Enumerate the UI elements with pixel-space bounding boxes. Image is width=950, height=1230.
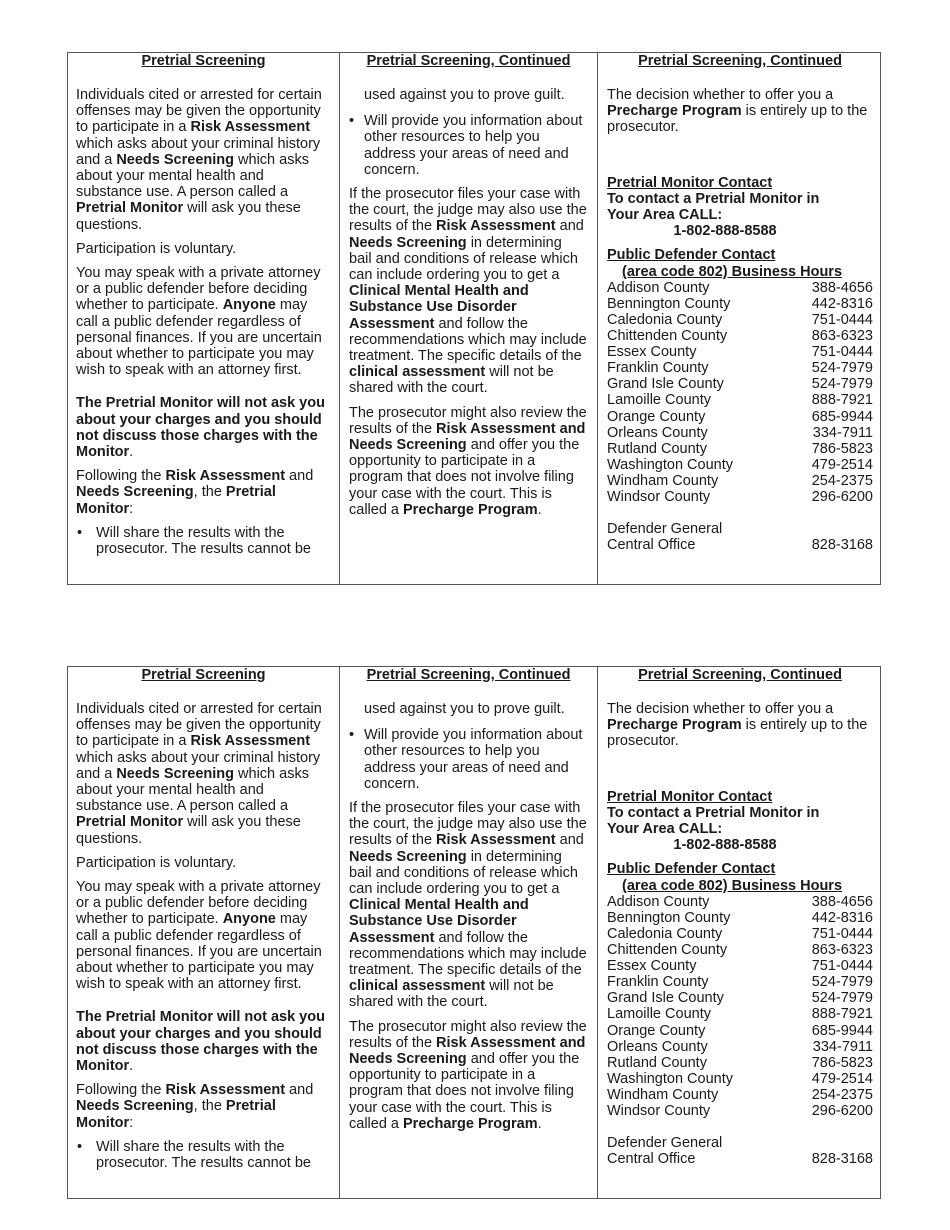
public-defender-title: Public Defender Contact (607, 247, 776, 264)
county-name: Washington County (607, 456, 734, 473)
county-name: Windham County (607, 1086, 719, 1103)
county-phone: 888-7921 (811, 1006, 873, 1023)
column-heading: Pretrial Screening, Continued (366, 667, 571, 683)
monitor-warning: The Pretrial Monitor will not ask you about your charges and you should not discuss those charges with the Monitor. (76, 395, 325, 461)
county-name: Caledonia County (607, 312, 723, 329)
county-row (607, 990, 873, 1006)
county-phone: 479-2514 (811, 456, 873, 473)
column-contacts (598, 667, 882, 1198)
county-phone: 479-2514 (811, 1070, 873, 1087)
following-paragraph: Following the Risk Assessment and Needs Screening, the Pretrial Monitor: (76, 1082, 314, 1131)
guilt-text: used against you to prove guilt. (364, 701, 565, 717)
county-phone: 524-7979 (811, 990, 873, 1007)
county-name: Essex County (607, 958, 697, 975)
county-name: Bennington County (607, 295, 731, 312)
county-phone: 334-7911 (812, 1038, 873, 1055)
list-item: • Will provide you information about other resources to help you address your areas of need and concern. (349, 727, 583, 792)
list-item: • Will provide you information about other resources to help you address your areas of need and concern. (349, 113, 583, 178)
column-heading: Pretrial Screening (141, 53, 266, 69)
county-phone: 254-2375 (811, 1086, 873, 1103)
county-row (607, 360, 873, 376)
list-item: • Will share the results with the prosecutor. The results cannot be (77, 524, 311, 558)
county-name: Grand Isle County (607, 376, 724, 393)
county-row (607, 1055, 873, 1071)
county-name: Windsor County (607, 489, 711, 506)
county-phone: 296-6200 (811, 1103, 873, 1120)
county-name: Chittenden County (607, 942, 728, 959)
county-phone: 751-0444 (811, 926, 873, 943)
county-row (607, 1006, 873, 1022)
judge-paragraph: If the prosecutor files your case with the court, the judge may also use the results of the Risk Assessment and Needs Screening in determining bail and conditions of release which can include ordering you to get a Clinical Mental Health and Substance Use Disorder Assessment and follow the recommendations which may include treatment. The specific details of the clinical assessment will not be shared with the court. (349, 800, 587, 1011)
county-row (607, 473, 873, 489)
county-name: Franklin County (607, 360, 709, 377)
defender-general-row: Central Office 828-3168 (607, 1151, 873, 1168)
county-row (607, 974, 873, 990)
county-row (607, 1103, 873, 1119)
column-heading: Pretrial Screening, Continued (638, 667, 842, 683)
column-heading: Pretrial Screening (141, 667, 266, 683)
county-name: Chittenden County (607, 328, 728, 345)
county-row (607, 489, 873, 505)
county-row (607, 1039, 873, 1055)
county-phone: 786-5823 (811, 1054, 873, 1071)
column-intro (68, 53, 340, 584)
voluntary-text: Participation is voluntary. (76, 240, 237, 257)
county-name: Rutland County (607, 440, 707, 457)
county-name: Orleans County (607, 1038, 708, 1055)
county-name: Lamoille County (607, 1006, 711, 1023)
county-name: Grand Isle County (607, 990, 724, 1007)
county-list (607, 894, 873, 1119)
monitor-warning: The Pretrial Monitor will not ask you about your charges and you should not discuss those charges with the Monitor. (76, 1009, 325, 1075)
attorney-paragraph: You may speak with a private attorney or a public defender before deciding whether to participate. Anyone may call a public defender regardless of personal finances. If you are uncertain about whether to participate you may wish to speak with an attorney first. (76, 265, 322, 379)
decision-paragraph: The decision whether to offer you a Precharge Program is entirely up to the prosecutor. (607, 701, 868, 750)
column-continued (340, 53, 598, 584)
county-phone: 442-8316 (811, 909, 873, 926)
public-defender-subtitle: (area code 802) Business Hours (622, 263, 843, 280)
county-phone: 863-6323 (811, 942, 873, 959)
county-row (607, 441, 873, 457)
column-intro (68, 667, 340, 1198)
county-name: Washington County (607, 1070, 734, 1087)
county-row (607, 1023, 873, 1039)
column-heading: Pretrial Screening, Continued (366, 53, 571, 69)
county-row (607, 296, 873, 312)
county-row (607, 425, 873, 441)
county-name: Windsor County (607, 1103, 711, 1120)
county-phone: 751-0444 (811, 312, 873, 329)
list-item: • Will share the results with the prosecutor. The results cannot be (77, 1138, 311, 1172)
county-phone: 334-7911 (812, 424, 873, 441)
county-row (607, 910, 873, 926)
column-continued (340, 667, 598, 1198)
monitor-contact-line: To contact a Pretrial Monitor in (607, 190, 820, 207)
county-name: Essex County (607, 344, 697, 361)
county-row (607, 926, 873, 942)
intro-paragraph: Individuals cited or arrested for certain offenses may be given the opportunity to participate in a Risk Assessment which asks about your criminal history and a Needs Screening which asks about your mental health and substance use. A person called a Pretrial Monitor will ask you these questions. (76, 87, 322, 233)
county-name: Caledonia County (607, 926, 723, 943)
county-row (607, 312, 873, 328)
county-row (607, 942, 873, 958)
county-row (607, 1087, 873, 1103)
county-name: Franklin County (607, 974, 709, 991)
county-phone: 685-9944 (811, 408, 873, 425)
county-row (607, 392, 873, 408)
county-phone: 254-2375 (811, 472, 873, 489)
column-heading: Pretrial Screening, Continued (638, 53, 842, 69)
county-phone: 388-4656 (811, 893, 873, 910)
attorney-paragraph: You may speak with a private attorney or a public defender before deciding whether to participate. Anyone may call a public defender regardless of personal finances. If you are uncertain about whether to participate you may wish to speak with an attorney first. (76, 879, 322, 993)
county-phone: 786-5823 (811, 440, 873, 457)
defender-general-row: Central Office 828-3168 (607, 537, 873, 554)
guilt-text: used against you to prove guilt. (364, 87, 565, 103)
monitor-contact-line: Your Area CALL: (607, 821, 723, 838)
voluntary-text: Participation is voluntary. (76, 854, 237, 871)
county-name: Orange County (607, 1022, 706, 1039)
county-phone: 524-7979 (811, 974, 873, 991)
county-phone: 442-8316 (811, 295, 873, 312)
county-phone: 524-7979 (811, 376, 873, 393)
county-phone: 751-0444 (811, 344, 873, 361)
county-name: Orleans County (607, 424, 708, 441)
public-defender-title: Public Defender Contact (607, 861, 776, 878)
county-row (607, 409, 873, 425)
county-phone: 388-4656 (811, 279, 873, 296)
monitor-phone: 1-802-888-8588 (673, 223, 777, 240)
county-row (607, 328, 873, 344)
prosecutor-paragraph: The prosecutor might also review the results of the Risk Assessment and Needs Screening and offer you the opportunity to participate in a program that does not involve filing your case with the court. This is called a Precharge Program. (349, 404, 587, 518)
county-name: Orange County (607, 408, 706, 425)
defender-general-row: Defender General (607, 1135, 723, 1152)
public-defender-subtitle: (area code 802) Business Hours (622, 877, 843, 894)
brochure-card-bottom (67, 666, 881, 1199)
county-row (607, 958, 873, 974)
county-row (607, 1071, 873, 1087)
county-name: Addison County (607, 279, 710, 296)
following-paragraph: Following the Risk Assessment and Needs Screening, the Pretrial Monitor: (76, 468, 314, 517)
brochure-card-top (67, 52, 881, 585)
monitor-contact-line: To contact a Pretrial Monitor in (607, 804, 820, 821)
county-name: Addison County (607, 893, 710, 910)
county-phone: 751-0444 (811, 958, 873, 975)
county-row (607, 457, 873, 473)
column-contacts (598, 53, 882, 584)
county-row (607, 376, 873, 392)
county-phone: 863-6323 (811, 328, 873, 345)
county-phone: 685-9944 (811, 1022, 873, 1039)
monitor-phone: 1-802-888-8588 (673, 837, 777, 854)
county-name: Lamoille County (607, 392, 711, 409)
monitor-contact-title: Pretrial Monitor Contact (607, 174, 773, 191)
judge-paragraph: If the prosecutor files your case with the court, the judge may also use the results of the Risk Assessment and Needs Screening in determining bail and conditions of release which can include ordering you to get a Clinical Mental Health and Substance Use Disorder Assessment and follow the recommendations which may include treatment. The specific details of the clinical assessment will not be shared with the court. (349, 186, 587, 397)
monitor-contact-line: Your Area CALL: (607, 207, 723, 224)
county-list (607, 280, 873, 505)
intro-paragraph: Individuals cited or arrested for certain offenses may be given the opportunity to participate in a Risk Assessment which asks about your criminal history and a Needs Screening which asks about your mental health and substance use. A person called a Pretrial Monitor will ask you these questions. (76, 701, 322, 847)
county-row (607, 894, 873, 910)
county-row (607, 280, 873, 296)
county-name: Windham County (607, 472, 719, 489)
decision-paragraph: The decision whether to offer you a Precharge Program is entirely up to the prosecutor. (607, 87, 868, 136)
defender-general-row: Defender General (607, 521, 723, 538)
county-phone: 888-7921 (811, 392, 873, 409)
county-phone: 524-7979 (811, 360, 873, 377)
monitor-contact-title: Pretrial Monitor Contact (607, 788, 773, 805)
county-name: Bennington County (607, 909, 731, 926)
county-name: Rutland County (607, 1054, 707, 1071)
county-phone: 296-6200 (811, 489, 873, 506)
prosecutor-paragraph: The prosecutor might also review the results of the Risk Assessment and Needs Screening and offer you the opportunity to participate in a program that does not involve filing your case with the court. This is called a Precharge Program. (349, 1018, 587, 1132)
county-row (607, 344, 873, 360)
